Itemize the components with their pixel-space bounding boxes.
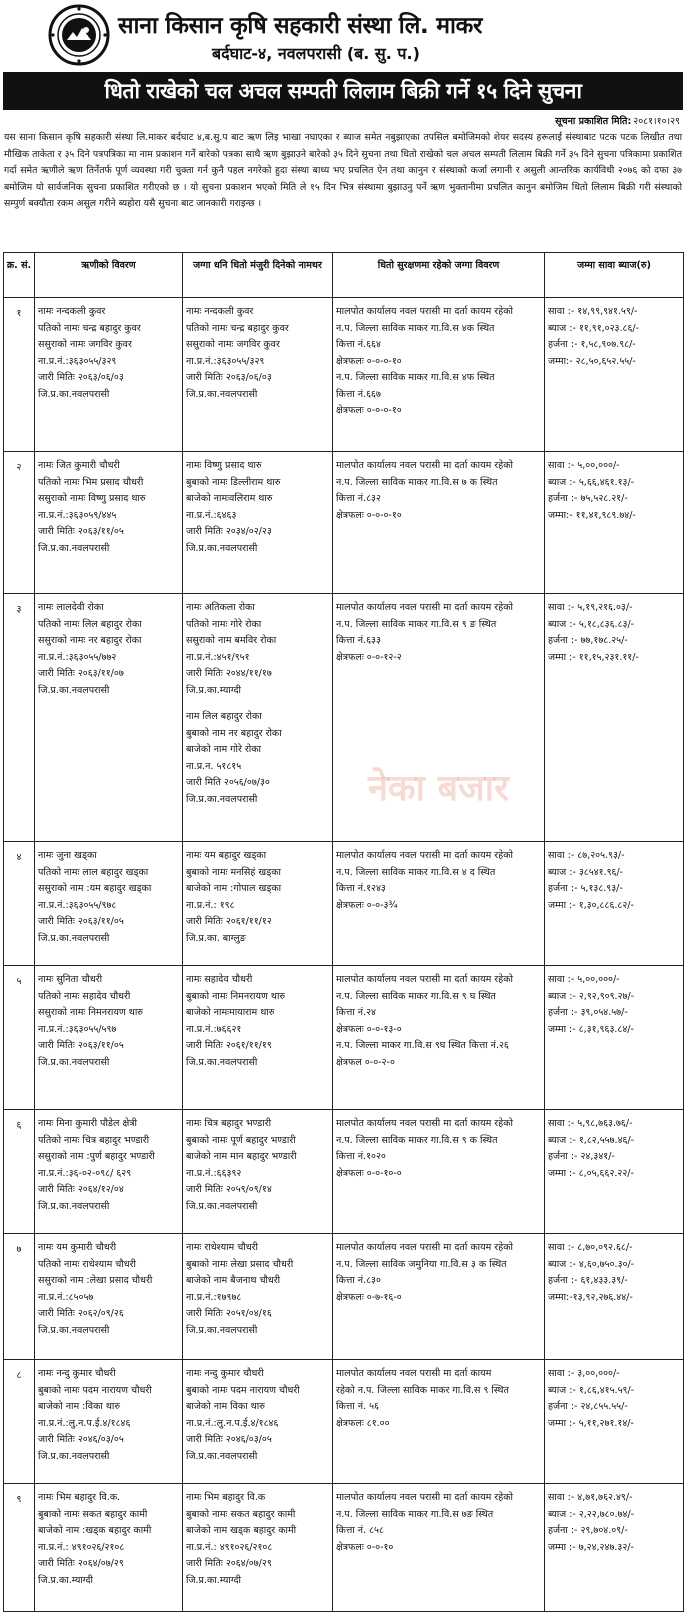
second-owner-block <box>186 709 330 808</box>
owner-details-line: ना.प्र.नं.:६४६३ <box>186 509 237 521</box>
amount-details-line: हर्जना :- ७७,१७८.२५/- <box>548 635 628 646</box>
owner-details-line: पतिको नामः चन्द्र बहादुर कुवर <box>186 322 289 334</box>
owner-details-line: ना.प्र.नं.:४५१/९५१ <box>186 651 250 663</box>
owner-details <box>183 452 333 594</box>
land-details-line: न.प. जिल्ला साविक माकर गा.वि.स ९ ङ स्थित <box>336 618 497 630</box>
borrower-details-line: पतिको नामः भिम प्रसाद चौधरी <box>38 476 144 488</box>
borrower-details-line: जि.प्र.का.नवलपरासी <box>38 684 110 696</box>
land-details-line: कित्ता नं.६३३ <box>336 635 381 646</box>
owner-details-line: जारी मितिः २०४६/०३/०५ <box>186 1434 272 1445</box>
owner-details-line: ना.प्र.नं.:१७९७८ <box>186 1291 242 1303</box>
amount-details-line: हर्जना :- २९,७०४.०९/- <box>548 1525 628 1536</box>
owner-details-line: बुबाको नामः मनसिहं खड्का <box>186 866 281 878</box>
borrower-details-line: बाजेको नाम :खड्क बहादुर कामी <box>38 1525 152 1536</box>
borrower-details <box>35 594 183 842</box>
owner-details <box>183 1360 333 1484</box>
land-details-line: क्षेत्रफलः ०-०-३¾ <box>336 899 398 911</box>
borrower-details-line: जारी मितिः २०६३/११/०५ <box>38 526 124 537</box>
owner-details-line: पतिको नामः गोरे रोका <box>186 618 262 630</box>
owner-details-line: जि.प्र.का.नवलपरासी <box>186 388 258 400</box>
land-details <box>333 842 545 966</box>
land-details-line: मालपोत कार्यालय नवल परासी मा दर्ता कायम रहेको <box>336 1118 513 1129</box>
owner-details-line: बुबाको नामः पूर्ण बहादुर भण्डारी <box>186 1134 296 1146</box>
amount-details-line: सावा :- ५,१९,२१६.०३/- <box>548 602 633 613</box>
owner-details-line: नामः भिम बहादुर वि.क <box>186 1492 266 1503</box>
land-details-line: क्षेत्रफलः ०-०-०-१० <box>336 509 402 521</box>
amount-details-line: जम्मा:- ११,४१,९८९.७४/- <box>548 509 636 521</box>
amount-details-line: सावा :- १४,९९,९४१.५९/- <box>548 306 638 317</box>
owner-details-line: जि.प्र.का.म्याग्दी <box>186 1574 241 1586</box>
row-serial <box>4 452 35 594</box>
borrower-details-line: जारी मितिः २०६३/११/०५ <box>38 1040 124 1051</box>
land-details <box>333 298 545 452</box>
owner-details-line: बाजेको नाम बैजनाथ चौधरी <box>186 1275 281 1286</box>
owner-details <box>183 594 333 842</box>
amount-details-line: हर्जना :- १,५८,९०७.९८/- <box>548 339 636 350</box>
table-row <box>4 452 684 594</box>
borrower-details-line: जि.प्र.का.नवलपरासी <box>38 1056 110 1068</box>
owner-details-line: जारी मितिः २०६१/११/१९ <box>186 1040 272 1051</box>
header-owner: जग्गा धनि धितो मंजुरी दिनेको नामथर <box>183 253 333 298</box>
borrower-details-line: जारी मितिः २०४६/०३/०५ <box>38 1434 124 1445</box>
row-serial-number: २ <box>16 462 22 473</box>
borrower-details-line: जि.प्र.का.नवलपरासी <box>38 1324 110 1336</box>
land-details-line: क्षेत्रफलः ०-७-१६-० <box>336 1291 402 1303</box>
borrower-details-line: जारी मितिः २०६३/०६/०३ <box>38 372 124 383</box>
publication-date-label: सूचना प्रकाशित मिति: <box>555 116 632 127</box>
owner-details <box>183 1110 333 1234</box>
amount-details-line: हर्जना :- ६१,४३३.३९/- <box>548 1275 628 1286</box>
land-details-line: क्षेत्रफलः ८१.०० <box>336 1417 390 1429</box>
land-details-line: न.प. जिल्ला साविक माकर गा.वि.स ४क स्थित <box>336 322 495 334</box>
borrower-details-line: ससुराको नाम :लेखा प्रसाद चौधरी <box>38 1275 153 1286</box>
amount-details-line: ब्याज :- ५,६६,४६१.१३/- <box>548 476 635 488</box>
owner-details-line: बाजेको नाम :गोपाल खड्का <box>186 883 282 894</box>
borrower-details-line: नामः भिम बहादुर वि.क. <box>38 1492 121 1503</box>
land-details-line: मालपोत कार्यालय नवल परासी मा दर्ता कायम रहेको <box>336 306 513 317</box>
second-owner-line: नाम लिल बहादुर रोका <box>186 711 262 722</box>
borrower-details-line: ससुराको नामः नर बहादुर रोका <box>38 635 142 646</box>
row-serial-number: ८ <box>16 1370 22 1381</box>
borrower-details-line: ससुराको नाम :यम बहादुर खड्का <box>38 883 152 894</box>
borrower-details-line: ना.प्र.नं.:लु.न.प.ई.४/१८४६ <box>38 1417 131 1429</box>
land-details <box>333 1110 545 1234</box>
borrower-details-line: बाजेको नाम :विका थारु <box>38 1401 121 1412</box>
owner-details <box>183 1234 333 1360</box>
owner-details-line: जि.प्र.का.नवलपरासी <box>186 1324 258 1336</box>
second-owner-line: बाजेको नाम गोरे रोका <box>186 744 261 755</box>
land-details-line: न.प. जिल्ला साविक माकर गा.वि.स ७ क स्थित <box>336 476 498 488</box>
borrower-details-line: ना.प्र.नं.:८५०५७ <box>38 1291 94 1303</box>
borrower-details-line: ना.प्र.नं.:३६-०२-०९८/ ६२९ <box>38 1167 132 1179</box>
row-serial-number: ७ <box>16 1244 22 1255</box>
second-owner-line: बुबाको नाम नर बहादुर रोका <box>186 727 282 739</box>
owner-details-line: जारी मितिः २०४४/११/१७ <box>186 668 272 679</box>
watermark-logo: नेका बजार <box>368 768 509 809</box>
borrower-details-line: ना.प्र.नं.:३६३०५५/३२९ <box>38 355 117 367</box>
row-serial-number: १ <box>16 308 22 319</box>
land-details-line: मालपोत कार्यालय नवल परासी मा दर्ता कायम रहेको <box>336 460 513 471</box>
amount-details-line: सावा :- ५,००,०००/- <box>548 460 620 471</box>
borrower-details-line: ससुराको नाम :पुर्ण बहादुर भण्डारी <box>38 1151 155 1162</box>
borrower-details-line: नामः यम कुमारी चौधरी <box>38 1242 117 1253</box>
amount-details-line: सावा :- ८,७०,०९२.६८/- <box>548 1242 633 1253</box>
amount-details-line: जम्मा :- ११,१५,२३१.११/- <box>548 651 639 663</box>
land-details-line: न.प. जिल्ला माकर गा.वि.स ९घ स्थित कित्ता नं.२६ <box>336 1040 509 1051</box>
row-serial-number: ९ <box>16 1494 22 1505</box>
borrower-details-line: नामः नन्दकली कुवर <box>38 306 106 317</box>
land-details-line: क्षेत्रफलः ०-०-१२-२ <box>336 651 402 663</box>
amount-details <box>545 1234 684 1360</box>
amount-details-line: ब्याज :- १,८६,४१५.५९/- <box>548 1384 635 1396</box>
borrower-details-line: पतिको नामः लिल बहादुर रोका <box>38 618 142 630</box>
borrower-details-line: जारी मितिः २०६४/१२/०४ <box>38 1184 124 1195</box>
owner-details-line: बुबाको नामः पदम नारायण चौधरी <box>186 1384 300 1396</box>
borrower-details-line: नामः जित कुमारी चौधरी <box>38 460 120 471</box>
amount-details-line: जम्मा :- ८,०५,६६२.२२/- <box>548 1167 634 1179</box>
land-details-line: मालपोत कार्यालय नवल परासी मा दर्ता कायम रहेको <box>336 974 513 985</box>
amount-details-line: हर्जना :- ७५,५२८.२१/- <box>548 493 628 504</box>
amount-details-line: जम्मा :- १,३०,८८६.८२/- <box>548 899 634 911</box>
second-owner-line: ना.प्र.न. ५१८१५ <box>186 760 242 772</box>
land-details-line: न.प. जिल्ला साविक माकर गा.वि.स ७ङ स्थित <box>336 1508 494 1520</box>
borrower-details-line: पतिको नामः चित्र बहादुर भण्डारी <box>38 1134 150 1146</box>
owner-details-line: जारी मितिः २०३४/०२/२३ <box>186 526 272 537</box>
row-serial-number: ६ <box>16 1120 22 1131</box>
row-serial-number: ३ <box>16 604 22 615</box>
row-serial <box>4 966 35 1110</box>
land-details-line: क्षेत्रफलः ०-०-१०-० <box>336 1167 402 1179</box>
amount-details-line: जम्मा :- ५,११,२७१.१४/- <box>548 1417 634 1429</box>
land-details-line: कित्ता नं.१२४३ <box>336 883 386 894</box>
owner-details-line: ना.प्र.नं.:लु.न.प.ई.४/१८४६ <box>186 1417 279 1429</box>
borrower-details-line: जि.प्र.का.म्याग्दी <box>38 1574 93 1586</box>
owner-details-line: जारी मितिः २०५९/०९/१४ <box>186 1184 272 1195</box>
land-details-line: कित्ता नं.६६७ <box>336 388 381 400</box>
amount-details <box>545 298 684 452</box>
owner-details-line: ना.प्र.नं.: ४९१०२६/२१०८ <box>186 1541 273 1553</box>
owner-details-line: नामः राधेश्याम चौधरी <box>186 1242 258 1253</box>
land-details-line: न.प. जिल्ला साविक माकर गा.वि.स ४ द स्थित <box>336 866 496 878</box>
borrower-details-line: जि.प्र.का.नवलपरासी <box>38 932 110 944</box>
row-serial <box>4 1484 35 1612</box>
owner-details-line: नामः नन्दु कुमार चौधरी <box>186 1368 264 1379</box>
owner-details <box>183 298 333 452</box>
borrower-details <box>35 1360 183 1484</box>
borrower-details-line: पतिको नामः राधेश्याम चौधरी <box>38 1258 136 1270</box>
publication-date <box>555 114 680 127</box>
table-row <box>4 594 684 842</box>
table-row <box>4 298 684 452</box>
publication-date-value: २०८१।१०।२९ <box>633 116 680 127</box>
land-details-line: क्षेत्रफलः ०-०-०-१० <box>336 405 402 416</box>
owner-details-line: ना.प्र.नं.:३६३०५५/३२९ <box>186 355 265 367</box>
land-details-line: कित्ता नं.८३० <box>336 1275 381 1286</box>
second-owner-line: जारी मिति २०५६/०७/३० <box>186 777 270 788</box>
land-details-line: न.प. जिल्ला साविक जमुनिया गा.वि.स ३ क स्थित <box>336 1258 507 1270</box>
borrower-details-line: ना.प्र.नं.: ४९१०२६/२१०८ <box>38 1541 125 1553</box>
header <box>0 0 686 70</box>
table-header-row <box>4 253 684 298</box>
owner-details-line: जारी मितिः २०६४/०७/२९ <box>186 1558 272 1569</box>
row-serial <box>4 298 35 452</box>
borrower-details <box>35 842 183 966</box>
borrower-details <box>35 298 183 452</box>
borrower-details-line: जारी मितिः २०६३/११/०५ <box>38 916 124 927</box>
amount-details-line: ब्याज :- ११,९१,०२३.८६/- <box>548 322 640 334</box>
owner-details-line: नामः सहादेव चौधरी <box>186 974 253 985</box>
land-details-line: कित्ता नं. ८५८ <box>336 1525 384 1536</box>
borrower-details <box>35 1110 183 1234</box>
borrower-details-line: बुबाको नामः सकत बहादुर कामी <box>38 1508 148 1520</box>
owner-details-line: बाजेको नामःवलिराम थारु <box>186 493 273 504</box>
owner-details-line: नामः यम बहादुर खड्का <box>186 850 267 861</box>
amount-details-line: ब्याज :- ४,६०,७५०.३०/- <box>548 1258 635 1270</box>
borrower-details-line: नामः जुना खड्का <box>38 850 97 861</box>
row-serial-number: ५ <box>16 976 22 987</box>
land-details-line: मालपोत कार्यालय नवल परासी मा दर्ता कायम <box>336 1368 492 1379</box>
table-row <box>4 1234 684 1360</box>
owner-details-line: ना.प्र.नं.:७६६२१ <box>186 1023 242 1035</box>
owner-details-line: ना.प्र.नं.:६६३९२ <box>186 1167 242 1179</box>
amount-details-line: ब्याज :- ५,१८,८३६.८३/- <box>548 618 635 630</box>
table-row <box>4 966 684 1110</box>
table-row <box>4 1110 684 1234</box>
organization-address: बर्दघाट-४, नवलपरासी (ब. सु. प.) <box>212 44 420 63</box>
row-serial <box>4 1360 35 1484</box>
owner-details-line: जि.प्र.का.नवलपरासी <box>186 1200 258 1212</box>
land-details-line: रहेको न.प. जिल्ला साविक माकर गा.वि.स ९ स्थित <box>336 1384 509 1396</box>
land-details-line: न.प. जिल्ला साविक माकर गा.वि.स ९ घ स्थित <box>336 990 496 1002</box>
amount-details-line: जम्मा :- ८,३१,९६३.८४/- <box>548 1023 634 1035</box>
borrower-details-line: पतिको नामः चन्द्र बहादुर कुवर <box>38 322 141 334</box>
owner-details-line: जि.प्र.का.नवलपरासी <box>186 1450 258 1462</box>
owner-details-line: बाजेको नाम मान बहादुर भण्डारी <box>186 1151 297 1162</box>
owner-details-line: जि.प्र.का. बाग्लुङ <box>186 932 246 944</box>
amount-details-line: जम्मा :- ७,२४,२४७.३२/- <box>548 1541 634 1553</box>
owner-details-line: जारी मितिः २०६१/११/१२ <box>186 916 272 927</box>
second-owner-line: जि.प्र.का.नवलपरासी <box>186 793 258 805</box>
owner-details-line: नामः चित्र बहादुर भण्डारी <box>186 1118 272 1129</box>
row-serial <box>4 1110 35 1234</box>
table-row <box>4 1484 684 1612</box>
amount-details-line: हर्जना :- २४,३४१/- <box>548 1151 615 1162</box>
row-serial <box>4 842 35 966</box>
amount-details-line: हर्जना :- २४,८५५.५५/- <box>548 1401 628 1412</box>
land-details <box>333 1484 545 1612</box>
owner-details-line: जि.प्र.का.नवलपरासी <box>186 1056 258 1068</box>
header-amount: जम्मा सावा ब्याज(रु) <box>545 253 684 298</box>
borrower-details-line: पतिको नामः लाल बहादुर खड्का <box>38 866 149 878</box>
amount-details-line: ब्याज :- ३८५४१.९६/- <box>548 866 624 878</box>
owner-details <box>183 966 333 1110</box>
borrower-details-line: ना.प्र.नं.:३६३०५५/५९७ <box>38 1023 117 1035</box>
table-row <box>4 842 684 966</box>
land-details-line: कित्ता नं. ५६ <box>336 1401 379 1412</box>
amount-details <box>545 1360 684 1484</box>
owner-details-line: नामः विष्णु प्रसाद थारु <box>186 460 262 471</box>
amount-details-line: ब्याज :- २,९२,९०९.२७/- <box>548 990 635 1002</box>
land-details <box>333 966 545 1110</box>
owner-details-line: बाजेको नाम खड्क बहादुर कामी <box>186 1525 297 1536</box>
owner-details-line: बुबाको नामः लेखा प्रसाद चौधरी <box>186 1258 294 1270</box>
land-details-line: कित्ता नं.८३२ <box>336 493 381 504</box>
borrower-details-line: बुबाको नामः पदम नारायण चौधरी <box>38 1384 152 1396</box>
owner-details-line: बुबाको नामः सकत बहादुर कामी <box>186 1508 296 1520</box>
land-details-line: क्षेत्रफलः ०-०-१० <box>336 1541 394 1553</box>
row-serial-number: ४ <box>16 852 22 863</box>
borrower-details-line: जि.प्र.का.नवलपरासी <box>38 388 110 400</box>
borrower-details-line: जारी मितिः २०६३/११/०७ <box>38 668 124 679</box>
owner-details-line: जि.प्र.का.नवलपरासी <box>186 542 258 554</box>
notice-intro-paragraph: यस साना किसान कृषि सहकारी संस्था लि.माकर बर्दघाट ४,ब.सु.प बाट ऋण लिइ भाखा नघाएका र ब्याज समेत नबुझाएका तपसिल बमोजिमको शेयर सदस्य हरूलाई संस्थाबाट पटक पटक लिखीत तथा मौखिक ताकेता र ३५ दिने पत्रपत्रिका मा नाम प्रकाशन गर्ने बारेको पत्रका साथै ऋण बुझाउने बारेको ३५ दिने सुचना तथा धितो राखेको चल अचल सम्पती लिलाम बिक्री गर्ने ३५ दिने सुचना पत्रिकामा प्रकाशित गर्दा समेत ऋणीले ऋण तिर्नेतर्फ पूर्ण व्यवस्था गरी चुक्ता गर्न कुनै पहल नगरेको हुदा संस्था बाध्य भए प्रचलित ऐन तथा कानुन र संस्थाको कर्जा लगानी र असुली आन्तरिक कार्यविधी २०७६ को दफा ३७ बमोजिम यो सार्वजनिक सुचना प्रकाशित गरीएको छ । यो सुचना प्रकाशन भएको मिति ले १५ दिन भित्र संस्थामा बुझाउनु पर्ने ऋण भुक्तानीमा प्रचलित कानुन बमोजिम धितो लिलाम बिक्री गरी संस्थाको सम्पुर्ण बक्यौता रकम असुल गरीने ब्यहोरा यसै सुचना बाट जानकारी गराइन्छ । <box>4 132 682 209</box>
amount-details-line: सावा :- ४,७१,७६२.४९/- <box>548 1492 633 1503</box>
owner-details-line: जि.प्र.का.म्याग्दी <box>186 684 241 696</box>
land-details-line: मालपोत कार्यालय नवल परासी मा दर्ता कायम रहेको <box>336 1492 513 1503</box>
amount-details-line: ब्याज :- २,२२,७८०.७४/- <box>548 1508 635 1520</box>
amount-details-line: सावा :- ५,९८,७६३.७६/- <box>548 1118 633 1129</box>
borrower-details-line: ससुराको नामः विष्णु प्रसाद थारु <box>38 493 146 504</box>
borrower-details-line: ससुराको नामः निमनरायण थारु <box>38 1007 143 1018</box>
land-details <box>333 1360 545 1484</box>
header-land: धितो सुरक्षणमा रहेको जग्गा विवरण <box>333 253 545 298</box>
borrower-details-line: ना.प्र.नं.:३६३०५५/७७२ <box>38 651 117 663</box>
owner-details-line: जारी मितिः २०६३/०६/०३ <box>186 372 272 383</box>
owner-details-line: जारी मितिः २०५१/०४/१६ <box>186 1308 272 1319</box>
borrower-details-line: जारी मितिः २०६२/०९/२६ <box>38 1308 124 1319</box>
owner-details-line: बुबाको नामः डिल्लीराम थारु <box>186 476 281 488</box>
borrower-details-line: जारी मितिः २०६४/०७/२९ <box>38 1558 124 1569</box>
owner-details-line: बाजेको नाम विका थारु <box>186 1401 265 1412</box>
notice-title-banner: धितो राखेको चल अचल सम्पती लिलाम बिक्री गर्ने १५ दिने सुचना <box>3 72 683 110</box>
owner-details <box>183 1484 333 1612</box>
table-row <box>4 1360 684 1484</box>
amount-details <box>545 452 684 594</box>
amount-details-line: सावा :- ३,००,०००/- <box>548 1368 620 1379</box>
amount-details <box>545 594 684 842</box>
borrower-details-line: नामः मिना कुमारी पौडेल क्षेत्री <box>38 1118 137 1129</box>
amount-details <box>545 966 684 1110</box>
owner-details-line: ससुराको नामः जगविर कुवर <box>186 339 280 350</box>
amount-details-line: हर्जना :- ३९,०५४.५७/- <box>548 1007 628 1018</box>
borrower-details-line: नामः नन्दु कुमार चौधरी <box>38 1368 116 1379</box>
land-details-line: क्षेत्रफल ०-०-२-० <box>336 1056 395 1068</box>
land-details-line: न.प. जिल्ला साविक माकर गा.वि.स ९ क स्थित <box>336 1134 498 1146</box>
borrower-details-line: नामः लालदेवी रोका <box>38 602 104 613</box>
borrower-details <box>35 966 183 1110</box>
land-details-line: न.प. जिल्ला साविक माकर गा.वि.स ४फ स्थित <box>336 372 495 383</box>
land-details <box>333 452 545 594</box>
amount-details-line: जम्मा:-१३,९२,२७६.४४/- <box>548 1291 633 1303</box>
borrower-details-line: नामः सुनिता चौधरी <box>38 974 103 985</box>
borrower-details-line: ससुराको नामः जगविर कुवर <box>38 339 132 350</box>
borrower-details <box>35 452 183 594</box>
organization-name: साना किसान कृषि सहकारी संस्था लि. माकर <box>118 13 483 39</box>
land-details-line: मालपोत कार्यालय नवल परासी मा दर्ता कायम रहेको <box>336 1242 513 1253</box>
land-details <box>333 594 545 842</box>
owner-details-line: नामः नन्दकली कुवर <box>186 306 254 317</box>
header-serial: क्र. सं. <box>4 253 35 298</box>
owner-details-line: बाजेको नामःमायाराम थारु <box>186 1007 275 1018</box>
land-details-line: क्षेत्रफलः ०-०-०-१० <box>336 355 402 367</box>
land-details-line: कित्ता नं.२४ <box>336 1007 376 1018</box>
amount-details-line: सावा :- ५,००,०००/- <box>548 974 620 985</box>
borrower-details-line: ना.प्र.नं.:३६३०५९/४४५ <box>38 509 117 521</box>
header-borrower: ऋणीको विवरण <box>35 253 183 298</box>
amount-details-line: ब्याज :- १,८२,५५७.४६/- <box>548 1134 635 1146</box>
table-body <box>4 298 684 1612</box>
borrower-details-line: ना.प्र.नं.:३६३०५५/९७८ <box>38 899 117 911</box>
amount-details <box>545 842 684 966</box>
row-serial <box>4 1234 35 1360</box>
borrower-details <box>35 1484 183 1612</box>
amount-details <box>545 1484 684 1612</box>
owner-details <box>183 842 333 966</box>
land-details-line: मालपोत कार्यालय नवल परासी मा दर्ता कायम रहेको <box>336 850 513 861</box>
land-details-line: कित्ता नं.१०२० <box>336 1151 386 1162</box>
borrower-details-line: जि.प्र.का.नवलपरासी <box>38 542 110 554</box>
amount-details-line: सावा :- ८७,२०५.९३/- <box>548 850 625 861</box>
borrower-details <box>35 1234 183 1360</box>
land-details-line: कित्ता नं.६६४ <box>336 339 381 350</box>
defaulter-table <box>3 252 684 1612</box>
land-details-line: मालपोत कार्यालय नवल परासी मा दर्ता कायम रहेको <box>336 602 513 613</box>
cooperative-logo-icon <box>48 4 110 66</box>
land-details-line: क्षेत्रफलः ०-०-१३-० <box>336 1023 402 1035</box>
owner-details-line: बुबाको नामः निमनरायण थारु <box>186 990 286 1002</box>
owner-details-line: ना.प्र.नं.: १९८ <box>186 899 235 911</box>
borrower-details-line: जि.प्र.का.नवलपरासी <box>38 1450 110 1462</box>
land-details <box>333 1234 545 1360</box>
owner-details-line: ससुराको नाम बमविर रोका <box>186 635 277 646</box>
borrower-details-line: जि.प्र.का.नवलपरासी <box>38 1200 110 1212</box>
amount-details <box>545 1110 684 1234</box>
amount-details-line: हर्जना :- ५,१३८.९३/- <box>548 883 623 894</box>
row-serial <box>4 594 35 842</box>
borrower-details-line: पतिको नामः सहादेव चौधरी <box>38 990 131 1002</box>
owner-details-line: नामः अतिकला रोका <box>186 602 255 613</box>
amount-details-line: जम्मा:- २८,५०,६५२.५५/- <box>548 355 636 367</box>
